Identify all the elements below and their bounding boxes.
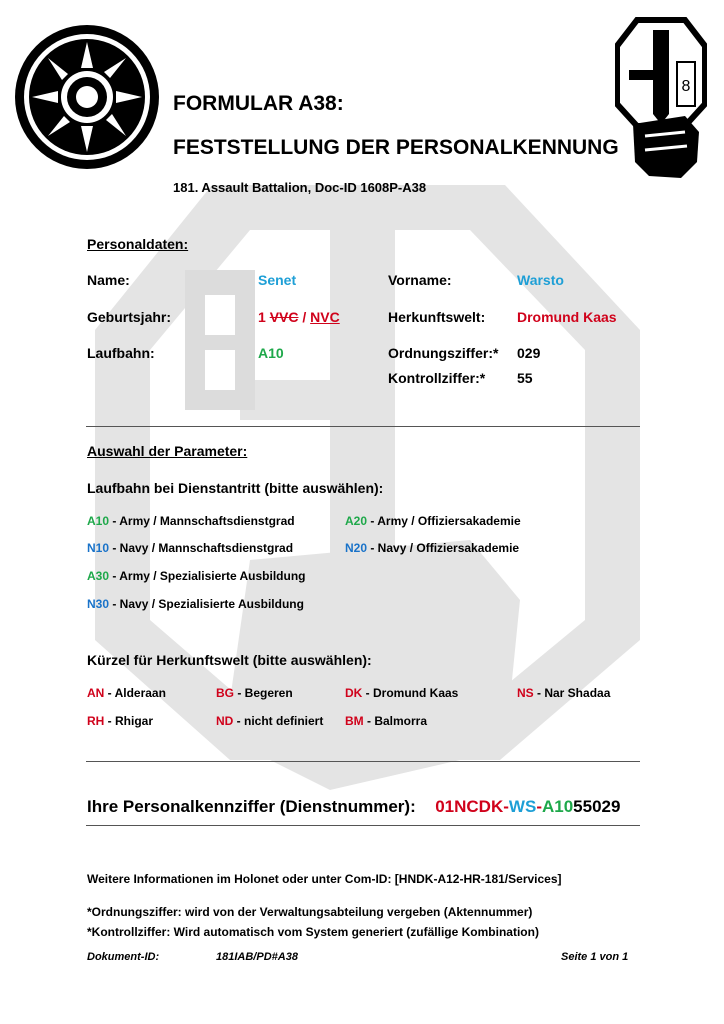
imperial-crest-logo [14,24,160,170]
world-option-dk: DK - Dromund Kaas [345,686,459,700]
service-number-line: Ihre Personalkennziffer (Dienstnummer): 01NCDK-WS-A1055029 [87,797,621,816]
service-number-part1: 01NCDK [435,797,504,816]
form-title-line1: FORMULAR A38: [173,92,344,115]
section-params-title: Auswahl der Parameter: [87,443,248,459]
service-number-part4: 55029 [573,797,621,816]
career-value: A10 [258,345,284,361]
document-id-label: Dokument-ID: [87,951,160,963]
birthyear-current: NVC [310,309,340,325]
footnote-order-number: *Ordnungsziffer: wird von der Verwaltungsabteilung vergeben (Aktennummer) [87,905,533,919]
section-personal-title: Personaldaten: [87,236,189,252]
control-number-label: Kontrollziffer:* [388,370,486,386]
career-option-a20: A20 - Army / Offiziersakademie [345,514,521,528]
form-subtitle: 181. Assault Battalion, Doc-ID 1608P-A38 [173,180,427,195]
divider [86,761,640,762]
firstname-label: Vorname: [388,272,452,288]
career-option-a30: A30 - Army / Spezialisierte Ausbildung [87,569,306,583]
world-option-bm: BM - Balmorra [345,714,428,728]
footnote-control-number: *Kontrollziffer: Wird automatisch vom System generiert (zufällige Kombination) [87,925,539,939]
career-option-n30: N30 - Navy / Spezialisierte Ausbildung [87,597,304,611]
name-value: Senet [258,272,297,288]
page-number: Seite 1 von 1 [561,951,629,963]
birthyear-struck: VVC [269,309,299,325]
order-number-label: Ordnungsziffer:* [388,345,499,361]
world-option-an: AN - Alderaan [87,686,166,700]
world-option-ns: NS - Nar Shadaa [517,686,611,700]
birthyear-value [258,309,340,325]
order-number-value: 029 [517,345,541,361]
service-number-part3: A10 [541,797,574,816]
birthyear-label: Geburtsjahr: [87,309,172,325]
emblem-number: 8 [681,78,691,95]
world-option-nd: ND - nicht definiert [216,714,324,728]
document-id-value: 181IAB/PD#A38 [216,951,298,963]
career-label: Laufbahn: [87,345,155,361]
world-selection-heading: Kürzel für Herkunftswelt (bitte auswählen): [87,652,372,668]
origin-label: Herkunftswelt: [388,309,486,325]
battalion-emblem-logo [615,16,707,180]
career-option-n20: N20 - Navy / Offiziersakademie [345,541,520,555]
world-option-bg: BG - Begeren [216,686,293,700]
origin-value: Dromund Kaas [517,309,617,325]
career-option-a10: A10 - Army / Mannschaftsdienstgrad [87,514,295,528]
divider [86,426,640,427]
name-label: Name: [87,272,130,288]
service-number-label: Ihre Personalkennziffer (Dienstnummer): [87,797,416,816]
holonet-info: Weitere Informationen im Holonet oder unter Com-ID: [HNDK-A12-HR-181/Services] [87,872,562,886]
world-option-rh: RH - Rhigar [87,714,154,728]
control-number-value: 55 [517,370,533,386]
form-title-line2: FESTSTELLUNG DER PERSONALKENNUNG [173,136,619,159]
birthyear-prefix: 1 [258,309,266,325]
service-number-part2: WS [508,797,537,816]
career-selection-heading: Laufbahn bei Dienstantritt (bitte auswählen): [87,480,384,496]
firstname-value: Warsto [517,272,564,288]
birthyear-separator: / [302,309,307,325]
divider [86,825,640,826]
career-option-n10: N10 - Navy / Mannschaftsdienstgrad [87,541,294,555]
